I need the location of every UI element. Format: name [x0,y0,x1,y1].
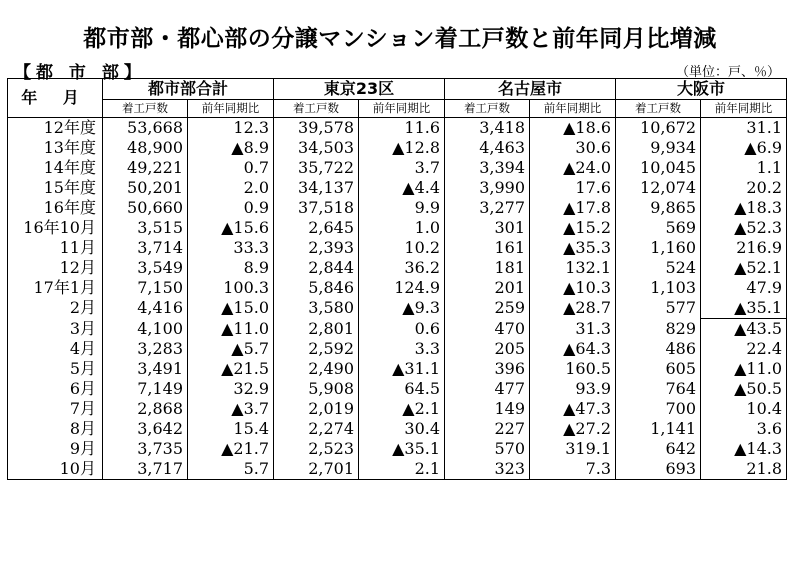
starts-cell: 2,274 [274,419,359,439]
yoy-cell: 10.2 [359,238,445,258]
yoy-cell: ▲52.1 [701,258,787,278]
yoy-cell: ▲6.9 [701,138,787,158]
starts-cell: 486 [616,339,701,359]
sub-header-yoy: 前年同期比 [530,100,616,118]
yoy-cell: 47.9 [701,278,787,298]
yoy-cell: 3.3 [359,339,445,359]
starts-cell: 2,523 [274,439,359,459]
table-row [8,218,787,238]
starts-cell: 12,074 [616,178,701,198]
yoy-cell: 0.7 [188,158,274,178]
starts-cell: 3,580 [274,298,359,319]
yoy-cell: ▲18.6 [530,118,616,139]
yoy-cell: ▲15.0 [188,298,274,319]
yoy-cell: 0.9 [188,198,274,218]
yoy-cell: ▲52.3 [701,218,787,238]
starts-cell: 3,717 [103,459,188,480]
row-label: 8月 [8,419,103,439]
yoy-cell: 33.3 [188,238,274,258]
starts-cell: 524 [616,258,701,278]
yoy-cell: 64.5 [359,379,445,399]
yoy-cell: 15.4 [188,419,274,439]
row-label: 13年度 [8,138,103,158]
yoy-cell: ▲11.0 [701,359,787,379]
yoy-cell: ▲11.0 [188,319,274,340]
yoy-cell: ▲21.5 [188,359,274,379]
section-label: 【都 市 部】 [14,63,146,83]
yoy-cell: 5.7 [188,459,274,480]
yoy-cell: 3.7 [359,158,445,178]
starts-cell: 764 [616,379,701,399]
starts-cell: 577 [616,298,701,319]
yoy-cell: ▲4.4 [359,178,445,198]
table-row [8,178,787,198]
table-body [8,118,787,480]
table-row [8,459,787,480]
starts-cell: 4,463 [445,138,530,158]
yoy-cell: ▲31.1 [359,359,445,379]
starts-cell: 570 [445,439,530,459]
starts-cell: 323 [445,459,530,480]
starts-cell: 605 [616,359,701,379]
table-row [8,158,787,178]
yoy-cell: ▲28.7 [530,298,616,319]
starts-cell: 34,503 [274,138,359,158]
starts-cell: 7,150 [103,278,188,298]
row-label: 7月 [8,399,103,419]
yoy-cell: ▲35.1 [359,439,445,459]
starts-cell: 53,668 [103,118,188,139]
yoy-cell: ▲15.6 [188,218,274,238]
table-row [8,339,787,359]
housing-starts-table [7,78,787,480]
yoy-cell: ▲27.2 [530,419,616,439]
group-header-tokyo-23: 東京23区 [274,79,445,100]
starts-cell: 4,100 [103,319,188,340]
sub-header-yoy: 前年同期比 [359,100,445,118]
yoy-cell: ▲43.5 [701,319,787,340]
starts-cell: 9,865 [616,198,701,218]
starts-cell: 700 [616,399,701,419]
sub-header-yoy: 前年同期比 [701,100,787,118]
yoy-cell: 30.4 [359,419,445,439]
table-row [8,439,787,459]
table-row [8,278,787,298]
starts-cell: 3,283 [103,339,188,359]
yoy-cell: 93.9 [530,379,616,399]
starts-cell: 161 [445,238,530,258]
group-header-osaka: 大阪市 [616,79,787,100]
starts-cell: 205 [445,339,530,359]
row-label: 12月 [8,258,103,278]
starts-cell: 201 [445,278,530,298]
row-header: 年 月 [8,79,103,118]
yoy-cell: 216.9 [701,238,787,258]
starts-cell: 7,149 [103,379,188,399]
starts-cell: 396 [445,359,530,379]
table-row [8,138,787,158]
group-header-urban-total: 都市部合計 [103,79,274,100]
yoy-cell: ▲5.7 [188,339,274,359]
yoy-cell: ▲35.3 [530,238,616,258]
starts-cell: 4,416 [103,298,188,319]
starts-cell: 1,103 [616,278,701,298]
row-label: 16年度 [8,198,103,218]
row-label: 9月 [8,439,103,459]
table-row [8,399,787,419]
starts-cell: 149 [445,399,530,419]
starts-cell: 693 [616,459,701,480]
yoy-cell: 22.4 [701,339,787,359]
yoy-cell: 132.1 [530,258,616,278]
yoy-cell: ▲12.8 [359,138,445,158]
starts-cell: 3,714 [103,238,188,258]
starts-cell: 2,844 [274,258,359,278]
yoy-cell: ▲50.5 [701,379,787,399]
yoy-cell: ▲64.3 [530,339,616,359]
yoy-cell: ▲35.1 [701,298,787,319]
yoy-cell: 8.9 [188,258,274,278]
yoy-cell: ▲15.2 [530,218,616,238]
page-title: 都市部・都心部の分譲マンション着工戸数と前年同月比増減 [83,26,717,52]
table-row [8,118,787,139]
starts-cell: 50,660 [103,198,188,218]
row-label: 5月 [8,359,103,379]
yoy-cell: 1.1 [701,158,787,178]
row-label: 4月 [8,339,103,359]
yoy-cell: 17.6 [530,178,616,198]
table-row [8,198,787,218]
starts-cell: 2,019 [274,399,359,419]
yoy-cell: 7.3 [530,459,616,480]
table-row [8,359,787,379]
starts-cell: 227 [445,419,530,439]
yoy-cell: ▲9.3 [359,298,445,319]
yoy-cell: 160.5 [530,359,616,379]
starts-cell: 3,515 [103,218,188,238]
yoy-cell: 0.6 [359,319,445,340]
starts-cell: 9,934 [616,138,701,158]
yoy-cell: 1.0 [359,218,445,238]
row-label: 10月 [8,459,103,480]
starts-cell: 1,141 [616,419,701,439]
yoy-cell: 9.9 [359,198,445,218]
yoy-cell: 2.0 [188,178,274,198]
table-row [8,298,787,319]
starts-cell: 37,518 [274,198,359,218]
starts-cell: 829 [616,319,701,340]
starts-cell: 2,701 [274,459,359,480]
row-label: 2月 [8,298,103,319]
yoy-cell: 319.1 [530,439,616,459]
row-label: 11月 [8,238,103,258]
starts-cell: 49,221 [103,158,188,178]
starts-cell: 301 [445,218,530,238]
starts-cell: 3,642 [103,419,188,439]
starts-cell: 642 [616,439,701,459]
starts-cell: 2,592 [274,339,359,359]
table-row [8,258,787,278]
yoy-cell: ▲47.3 [530,399,616,419]
yoy-cell: 100.3 [188,278,274,298]
yoy-cell: 11.6 [359,118,445,139]
unit-note: （単位：戸、％） [675,65,780,80]
starts-cell: 48,900 [103,138,188,158]
yoy-cell: ▲21.7 [188,439,274,459]
yoy-cell: 36.2 [359,258,445,278]
table-row [8,319,787,340]
sub-header-starts: 着工戸数 [445,100,530,118]
starts-cell: 3,418 [445,118,530,139]
yoy-cell: 31.1 [701,118,787,139]
yoy-cell: 3.6 [701,419,787,439]
yoy-cell: 31.3 [530,319,616,340]
starts-cell: 3,990 [445,178,530,198]
yoy-cell: ▲17.8 [530,198,616,218]
starts-cell: 3,549 [103,258,188,278]
starts-cell: 3,277 [445,198,530,218]
starts-cell: 477 [445,379,530,399]
table-row [8,379,787,399]
starts-cell: 2,490 [274,359,359,379]
row-label: 15年度 [8,178,103,198]
yoy-cell: ▲10.3 [530,278,616,298]
table-row [8,419,787,439]
starts-cell: 2,801 [274,319,359,340]
row-label: 3月 [8,319,103,340]
yoy-cell: 30.6 [530,138,616,158]
starts-cell: 259 [445,298,530,319]
yoy-cell: 10.4 [701,399,787,419]
yoy-cell: ▲18.3 [701,198,787,218]
table-row [8,238,787,258]
starts-cell: 470 [445,319,530,340]
starts-cell: 35,722 [274,158,359,178]
starts-cell: 1,160 [616,238,701,258]
starts-cell: 10,045 [616,158,701,178]
starts-cell: 34,137 [274,178,359,198]
starts-cell: 5,846 [274,278,359,298]
yoy-cell: ▲24.0 [530,158,616,178]
sub-header-starts: 着工戸数 [274,100,359,118]
yoy-cell: 2.1 [359,459,445,480]
starts-cell: 39,578 [274,118,359,139]
group-header-nagoya: 名古屋市 [445,79,616,100]
starts-cell: 569 [616,218,701,238]
row-label: 17年1月 [8,278,103,298]
sub-header-yoy: 前年同期比 [188,100,274,118]
yoy-cell: 12.3 [188,118,274,139]
row-label: 16年10月 [8,218,103,238]
row-label: 12年度 [8,118,103,139]
row-label: 14年度 [8,158,103,178]
starts-cell: 181 [445,258,530,278]
yoy-cell: 21.8 [701,459,787,480]
starts-cell: 2,645 [274,218,359,238]
yoy-cell: 32.9 [188,379,274,399]
starts-cell: 50,201 [103,178,188,198]
starts-cell: 10,672 [616,118,701,139]
yoy-cell: 20.2 [701,178,787,198]
yoy-cell: ▲2.1 [359,399,445,419]
starts-cell: 2,393 [274,238,359,258]
starts-cell: 5,908 [274,379,359,399]
yoy-cell: 124.9 [359,278,445,298]
yoy-cell: ▲14.3 [701,439,787,459]
starts-cell: 3,394 [445,158,530,178]
row-label: 6月 [8,379,103,399]
starts-cell: 3,735 [103,439,188,459]
yoy-cell: ▲8.9 [188,138,274,158]
sub-header-starts: 着工戸数 [616,100,701,118]
yoy-cell: ▲3.7 [188,399,274,419]
sub-header-starts: 着工戸数 [103,100,188,118]
starts-cell: 3,491 [103,359,188,379]
starts-cell: 2,868 [103,399,188,419]
